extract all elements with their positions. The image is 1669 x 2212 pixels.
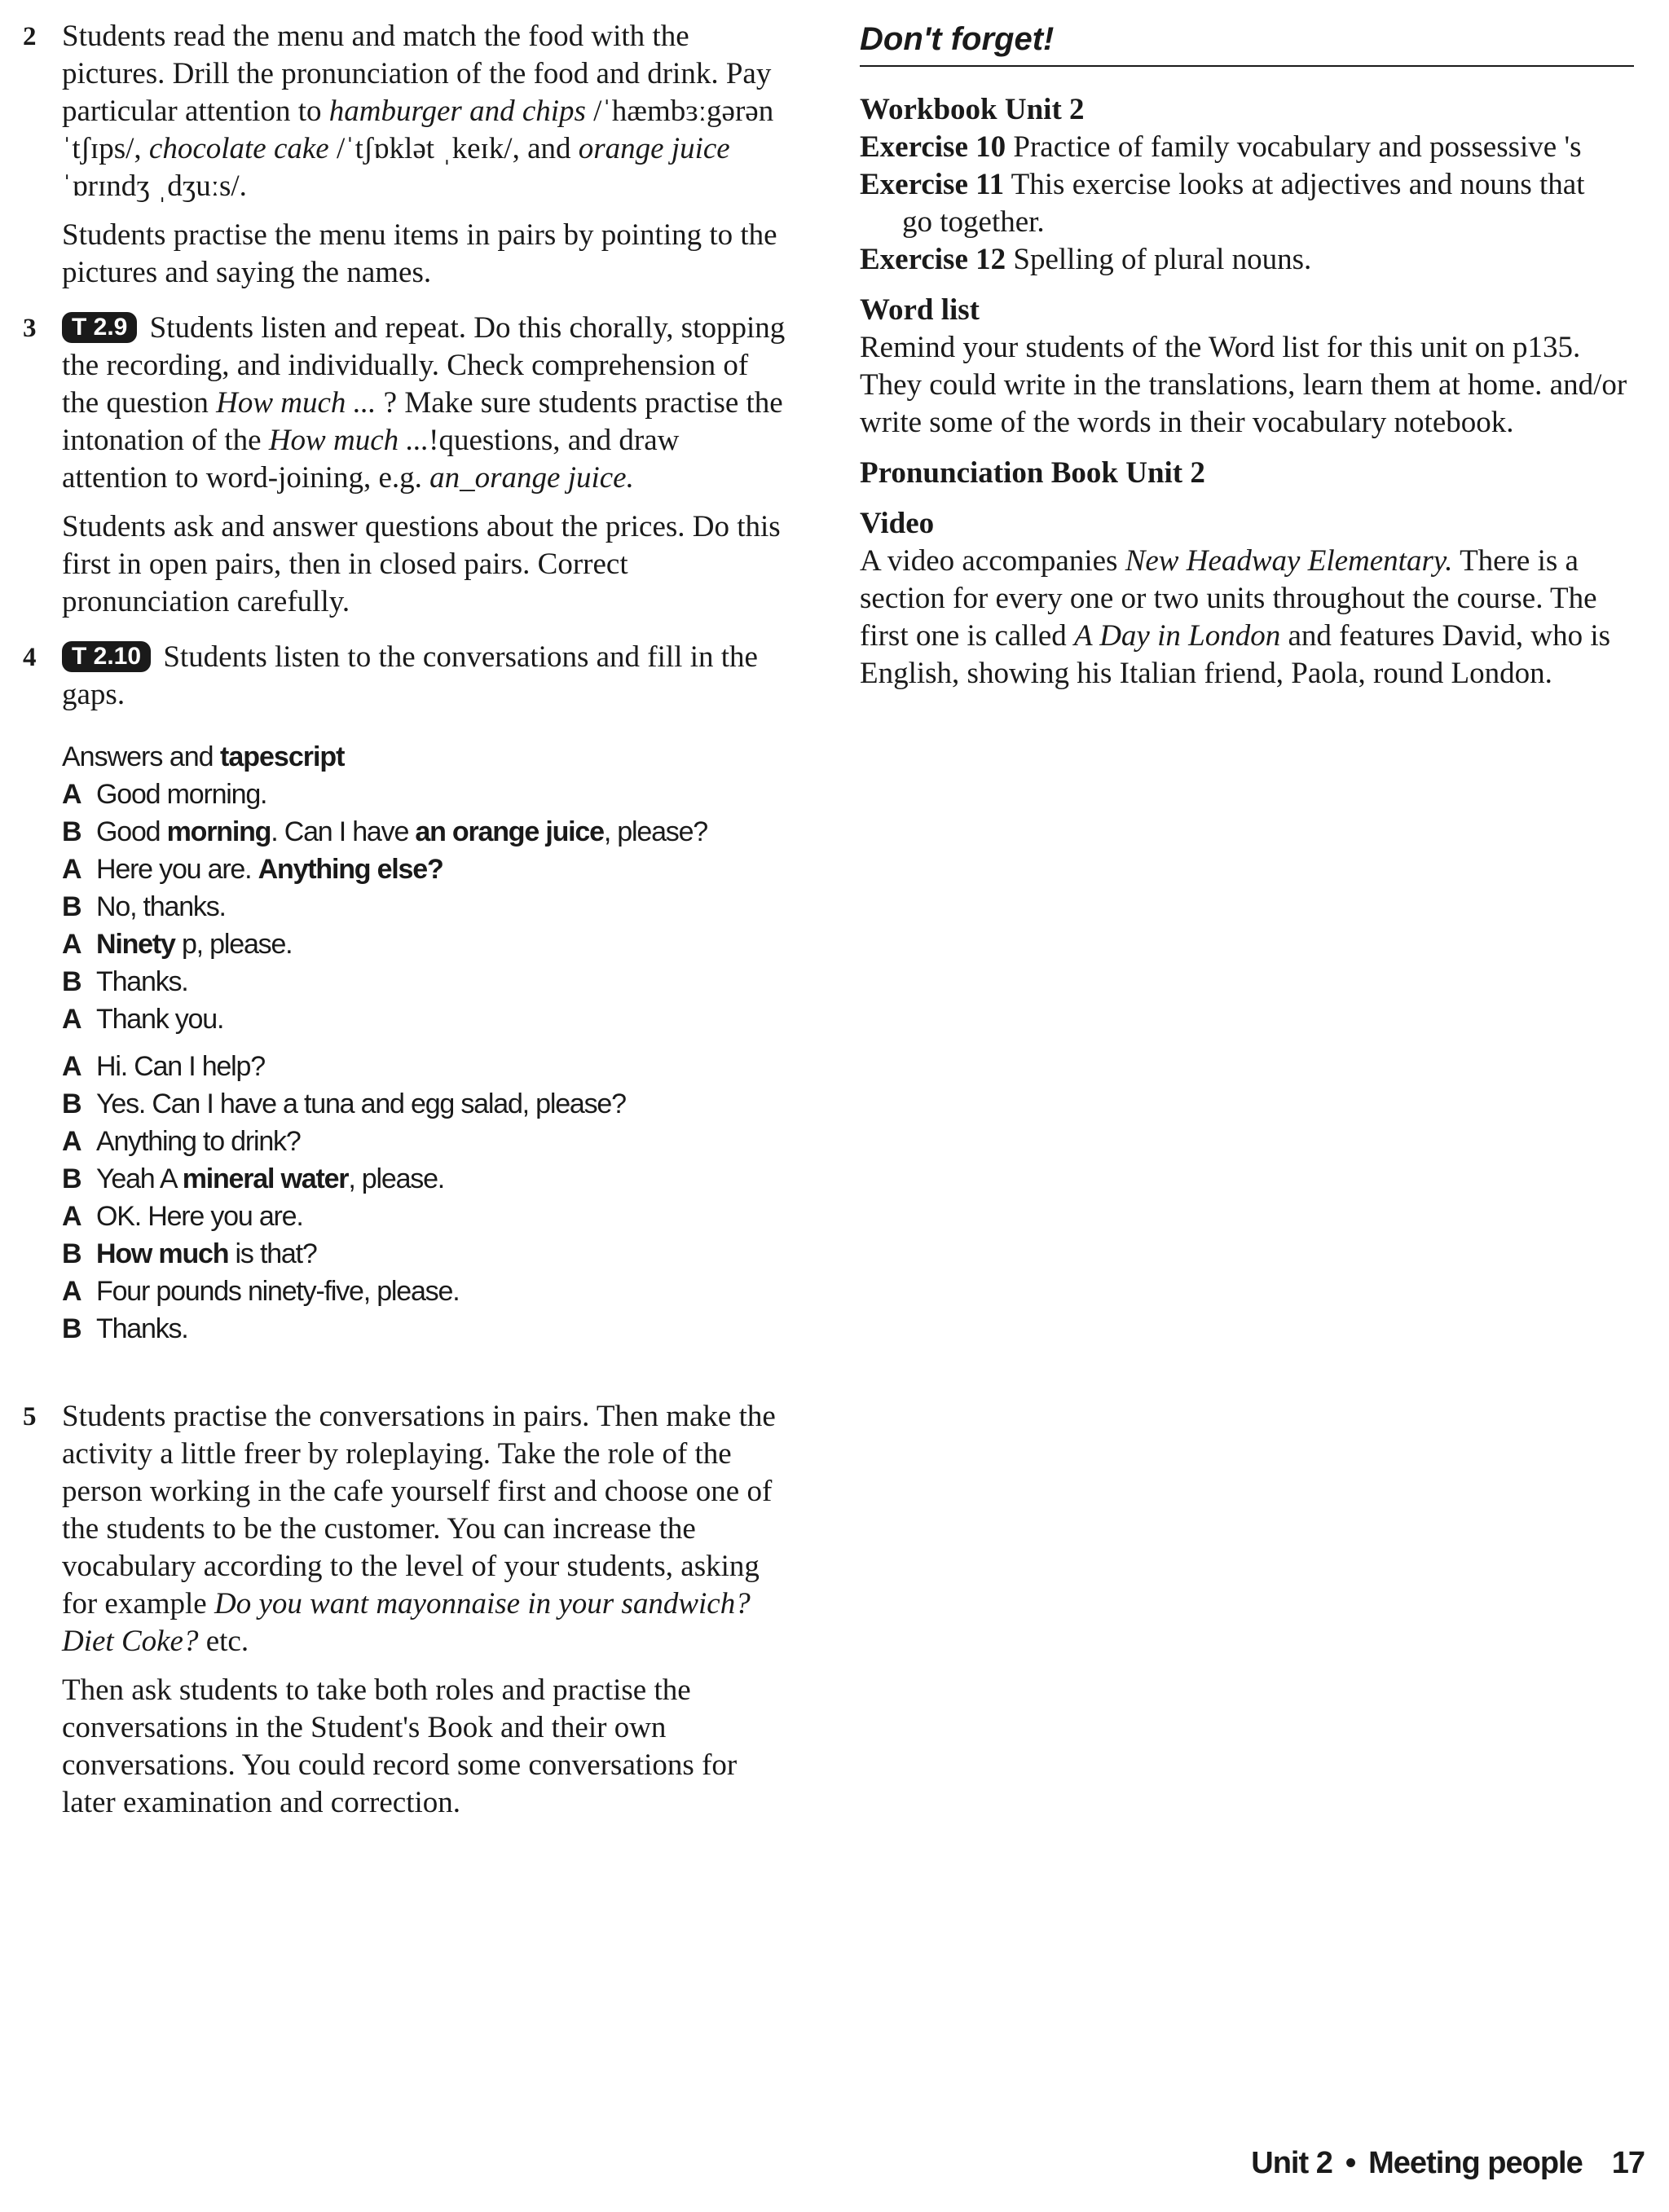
- phonetic: ˈɒrɪndʒ ˌdʒuːs/.: [62, 169, 247, 203]
- exercise-number: 2: [23, 22, 37, 51]
- heading-rule: [860, 65, 1634, 67]
- answers-heading: [62, 738, 789, 776]
- workbook-exercise-12: [860, 241, 1634, 279]
- text: Yes. Can I have a tuna and egg salad, please?: [96, 1088, 626, 1119]
- exercise-2-paragraph-2: Students practise the menu items in pairs by pointing to the pictures and saying the names.: [62, 218, 777, 289]
- text: !questions, and draw attention to word-joining, e.g.: [62, 424, 680, 495]
- text: Practice of family vocabulary and possessive 's: [1006, 130, 1582, 164]
- pronunciation-title: Pronunciation Book Unit 2: [860, 456, 1205, 490]
- speaker: A: [62, 1051, 82, 1082]
- text: p, please.: [174, 929, 293, 960]
- text: Spelling of plural nouns.: [1006, 243, 1312, 276]
- text: There is a section for every one or two units throughout the course. The first one is called: [860, 544, 1597, 653]
- track-badge: T 2.9: [62, 312, 137, 343]
- phonetic: /ˈhæmbɜːgərən ˈtʃɪps/,: [62, 95, 774, 165]
- footer-title: Meeting people: [1368, 2146, 1583, 2180]
- text: . Can I have: [271, 816, 416, 847]
- exercise-3-paragraph-2: Students ask and answer questions about the prices. Do this first in open pairs, then in closed pairs. Correct pronunciation carefully.: [62, 510, 781, 618]
- text: Thank you.: [96, 1004, 224, 1035]
- italic-term: Do you want mayonnaise in your sandwich? Diet Coke?: [62, 1587, 751, 1658]
- workbook-exercise-11: [860, 166, 1634, 204]
- page-number: 17: [1611, 2146, 1645, 2180]
- word-list-text: Remind your students of the Word list for this unit on p135. They could write in the translations, learn them at home. and/or write some of the words in their vocabulary notebook.: [860, 331, 1627, 439]
- answer-text: Ninety: [96, 929, 175, 960]
- dialog-line: [62, 1048, 789, 1085]
- answer-text: mineral water: [182, 1163, 349, 1194]
- workbook-section: [860, 91, 1634, 279]
- text: Students read the menu and match the food with the pictures. Drill the pronunciation of the food and drink. Pay particular attention to: [62, 20, 772, 128]
- speaker: A: [62, 1126, 82, 1157]
- dialog-line: [62, 776, 789, 813]
- phonetic: /ˈtʃɒklət ˌkeɪk/, and: [328, 132, 579, 165]
- workbook-title: Workbook Unit 2: [860, 93, 1085, 126]
- text: is that?: [228, 1238, 317, 1269]
- answer-text: How much: [96, 1238, 229, 1269]
- speaker: B: [62, 891, 82, 922]
- word-list-title: Word list: [860, 293, 980, 327]
- exercise-label: Exercise 11: [860, 168, 1005, 201]
- answer-text: morning: [166, 816, 271, 847]
- speaker: B: [62, 1238, 82, 1269]
- dialog-1: [62, 776, 789, 1038]
- exercise-3-paragraph-1: [62, 310, 789, 497]
- italic-title: A Day in London: [1074, 619, 1281, 653]
- text: Answers and: [62, 741, 220, 772]
- dont-forget-heading: Don't forget!: [860, 21, 1055, 57]
- exercise-number: 5: [23, 1402, 37, 1431]
- text: A video accompanies: [860, 544, 1125, 578]
- italic-term: chocolate cake: [148, 132, 329, 165]
- footer-unit: Unit 2: [1251, 2146, 1332, 2180]
- dialog-line: [62, 1123, 789, 1160]
- speaker: A: [62, 779, 82, 810]
- exercise-2: [23, 18, 789, 292]
- exercise-label: Exercise 12: [860, 243, 1006, 276]
- dialog-line: [62, 813, 789, 851]
- exercise-5: [23, 1398, 789, 1822]
- text: No, thanks.: [96, 891, 226, 922]
- speaker: B: [62, 816, 82, 847]
- text: , please.: [348, 1163, 445, 1194]
- italic-title: New Headway Elementary.: [1125, 544, 1453, 578]
- exercise-label: Exercise 10: [860, 130, 1006, 164]
- answer-text: Anything else?: [258, 854, 443, 885]
- text: Students listen to the conversations and fill in the gaps.: [62, 640, 758, 711]
- text: Thanks.: [96, 966, 188, 997]
- video-title: Video: [860, 507, 935, 540]
- dialog-2: [62, 1048, 789, 1348]
- exercise-4-paragraph-1: [62, 639, 789, 714]
- text: Yeah A: [96, 1163, 183, 1194]
- answers-tapescript: [62, 738, 789, 1348]
- dialog-line: [62, 926, 789, 963]
- speaker: B: [62, 1313, 82, 1344]
- italic-term: an_orange juice.: [429, 461, 634, 495]
- video-section: [860, 505, 1634, 693]
- dialog-line: [62, 963, 789, 1000]
- dialog-line: [62, 1000, 789, 1038]
- page-footer: [1251, 2144, 1645, 2183]
- dialog-line: [62, 1310, 789, 1348]
- dialog-line: [62, 1273, 789, 1310]
- exercise-5-paragraph-1: [62, 1398, 789, 1660]
- speaker: B: [62, 1088, 82, 1119]
- bold-text: tapescript: [220, 741, 345, 772]
- exercise-number: 3: [23, 314, 37, 343]
- italic-term: How much ...: [268, 424, 429, 457]
- dialog-line: [62, 1235, 789, 1273]
- dialog-line: [62, 851, 789, 888]
- text: , please?: [603, 816, 708, 847]
- answer-text: an orange juice: [415, 816, 604, 847]
- exercise-3: [23, 310, 789, 621]
- dialog-line: [62, 1085, 789, 1123]
- dialog-line: [62, 1160, 789, 1198]
- speaker: B: [62, 1163, 82, 1194]
- speaker: A: [62, 854, 82, 885]
- italic-term: hamburger and chips: [328, 95, 586, 128]
- workbook-exercise-10: [860, 129, 1634, 166]
- text: Good: [96, 816, 167, 847]
- dialog-line: [62, 1198, 789, 1235]
- italic-term: orange juice: [578, 132, 730, 165]
- exercise-5-paragraph-2: Then ask students to take both roles and practise the conversations in the Student's Book and their own conversations. You could record some conversations for later examination and correction.: [62, 1673, 738, 1819]
- text: Anything to drink?: [96, 1126, 301, 1157]
- text: Four pounds ninety-five, please.: [96, 1276, 460, 1307]
- text: Thanks.: [96, 1313, 188, 1344]
- exercise-4: [23, 639, 789, 1348]
- text: and features David, who is English, showing his Italian friend, Paola, round London.: [860, 619, 1611, 690]
- right-column: [860, 18, 1634, 706]
- video-text: [860, 543, 1634, 693]
- footer-separator: •: [1345, 2146, 1356, 2180]
- speaker: A: [62, 929, 82, 960]
- text: Good morning.: [96, 779, 267, 810]
- text: Hi. Can I help?: [96, 1051, 265, 1082]
- speaker: B: [62, 966, 82, 997]
- speaker: A: [62, 1276, 82, 1307]
- text: Here you are.: [96, 854, 258, 885]
- track-badge: T 2.10: [62, 641, 151, 672]
- text: etc.: [198, 1625, 249, 1658]
- text: ? Make sure students practise the intonation of the: [62, 386, 783, 457]
- text: Students listen and repeat. Do this chorally, stopping the recording, and individually. Check comprehension of the question: [62, 311, 786, 420]
- dialog-line: [62, 888, 789, 926]
- left-column: [23, 18, 789, 1840]
- pronunciation-section: [860, 455, 1634, 492]
- text: OK. Here you are.: [96, 1201, 303, 1232]
- word-list-section: [860, 292, 1634, 442]
- exercise-2-paragraph-1: [62, 18, 789, 205]
- text: Students practise the conversations in pairs. Then make the activity a little freer by roleplaying. Take the role of the person working in the cafe yourself first and choose one of the students to be the customer. You can increase the vocabulary according to the level of your students, asking for example: [62, 1400, 776, 1621]
- speaker: A: [62, 1004, 82, 1035]
- italic-term: How much ...: [216, 386, 377, 420]
- workbook-exercise-11-cont: go together.: [902, 205, 1045, 239]
- speaker: A: [62, 1201, 82, 1232]
- exercise-number: 4: [23, 643, 37, 672]
- text: This exercise looks at adjectives and nouns that: [1004, 168, 1585, 201]
